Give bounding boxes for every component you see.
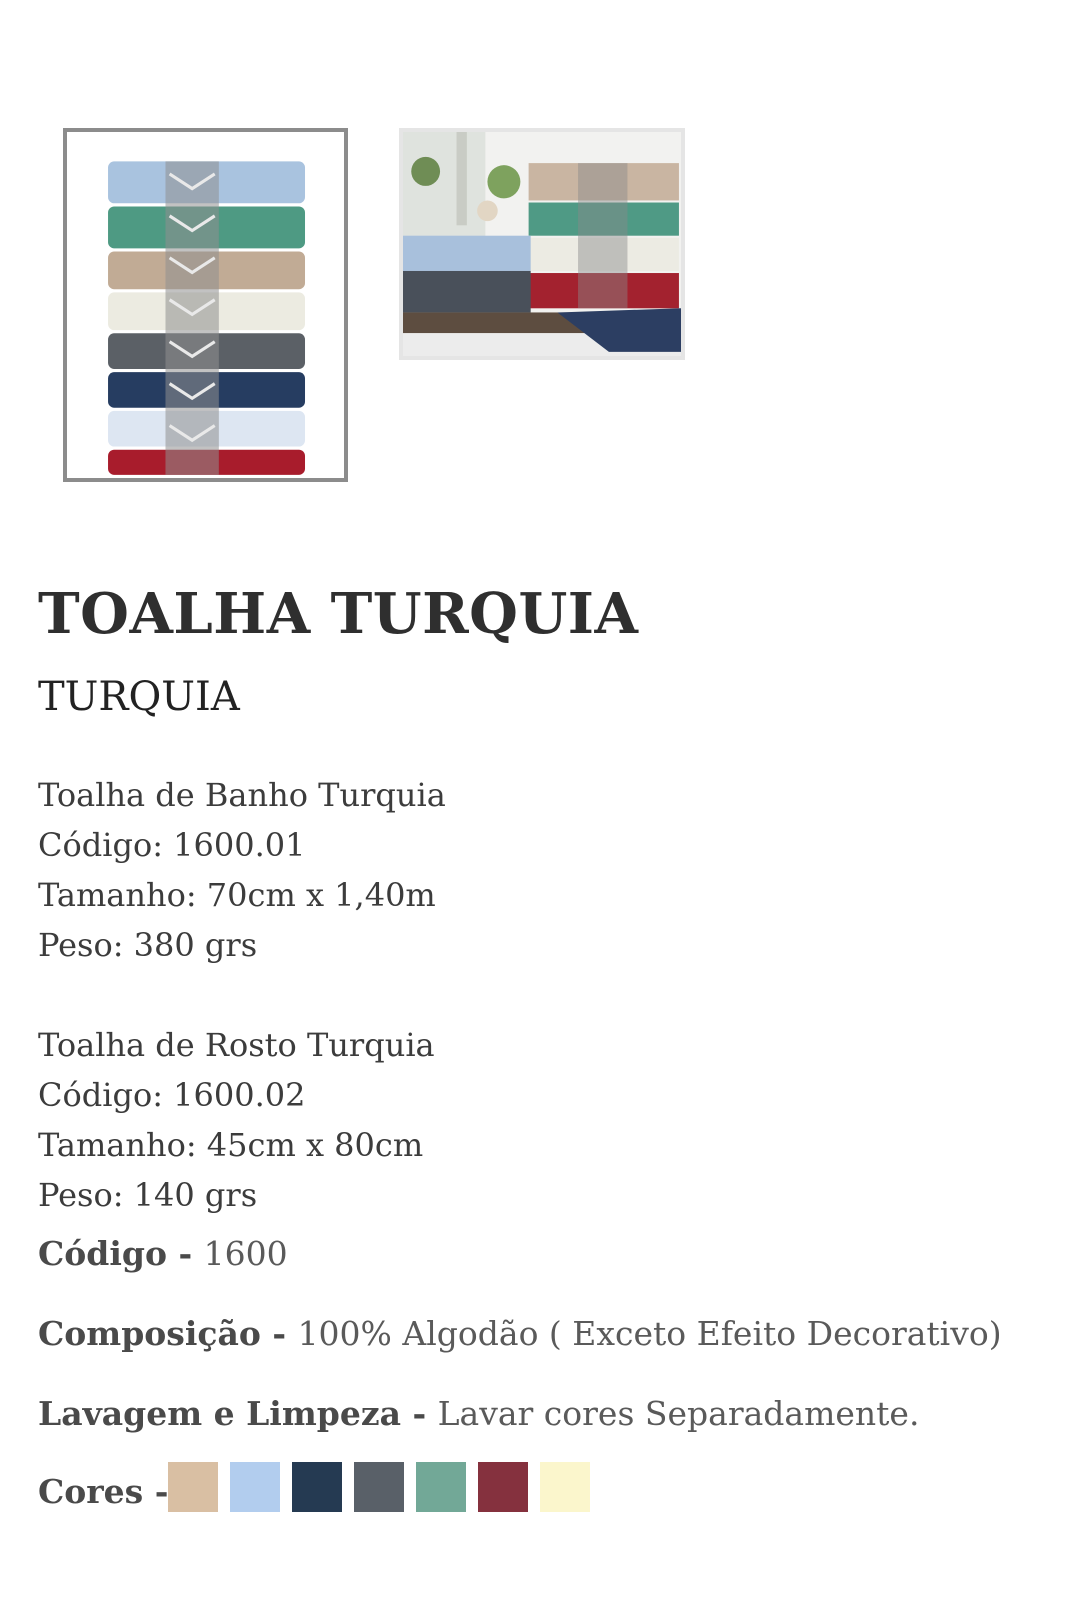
- spec-codigo: [38, 1232, 288, 1276]
- color-swatch[interactable]: [292, 1462, 342, 1512]
- description-line: Tamanho: 45cm x 80cm: [38, 1126, 424, 1164]
- description-line: Toalha de Banho Turquia: [38, 776, 446, 814]
- color-swatch[interactable]: [168, 1462, 218, 1512]
- color-swatches: [168, 1462, 590, 1512]
- towel-lifestyle-image: [403, 132, 681, 356]
- description-line: Código: 1600.02: [38, 1076, 306, 1114]
- spec-cores-label: Cores -: [38, 1472, 169, 1511]
- product-description: [38, 770, 1038, 1220]
- description-line: Tamanho: 70cm x 1,40m: [38, 876, 436, 914]
- description-spacer: [38, 970, 1038, 1020]
- description-line: Peso: 140 grs: [38, 1176, 258, 1214]
- spec-cores: [38, 1470, 168, 1514]
- color-swatch[interactable]: [354, 1462, 404, 1512]
- thumbnail-towel-lifestyle[interactable]: [399, 128, 685, 360]
- towel-stack-image: [67, 132, 344, 478]
- description-line: Código: 1600.01: [38, 826, 306, 864]
- description-line: Toalha de Rosto Turquia: [38, 1026, 435, 1064]
- spec-composicao-label: Composição -: [38, 1314, 298, 1353]
- product-thumbnails: [63, 128, 763, 478]
- product-title: TOALHA TURQUIA: [38, 581, 639, 647]
- thumbnail-towel-stack[interactable]: [63, 128, 348, 482]
- spec-lavagem-label: Lavagem e Limpeza -: [38, 1394, 438, 1433]
- description-line: Peso: 380 grs: [38, 926, 258, 964]
- spec-composicao: [38, 1312, 1002, 1356]
- spec-codigo-value: 1600: [203, 1234, 288, 1273]
- color-swatch[interactable]: [416, 1462, 466, 1512]
- spec-codigo-label: Código -: [38, 1234, 204, 1273]
- color-swatch[interactable]: [230, 1462, 280, 1512]
- color-swatch[interactable]: [540, 1462, 590, 1512]
- spec-composicao-value: 100% Algodão ( Exceto Efeito Decorativo): [297, 1314, 1002, 1353]
- product-subtitle: TURQUIA: [38, 674, 240, 720]
- color-swatch[interactable]: [478, 1462, 528, 1512]
- towel-stack: [108, 161, 305, 474]
- spec-lavagem-value: Lavar cores Separadamente.: [437, 1394, 920, 1433]
- spec-lavagem: [38, 1392, 919, 1436]
